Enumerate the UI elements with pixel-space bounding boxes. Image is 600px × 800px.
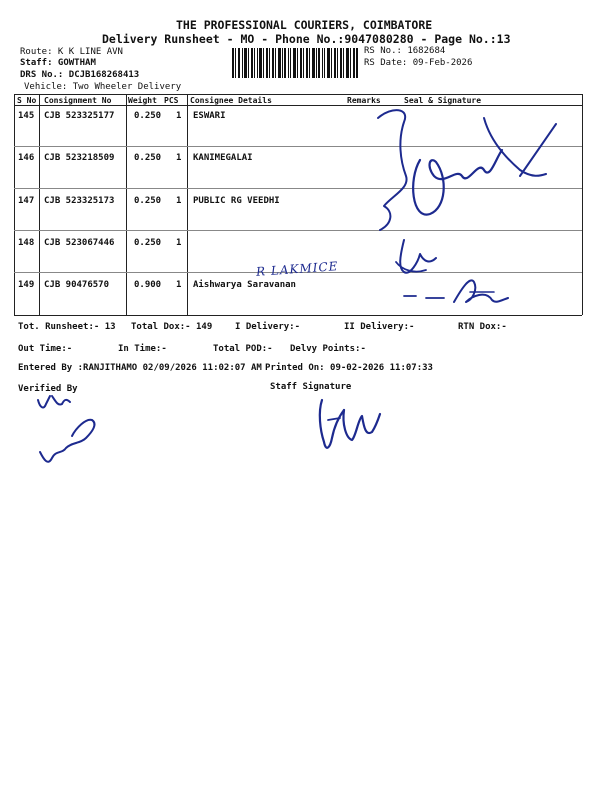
row-consignment: CJB 523218509 — [44, 153, 115, 163]
total-dox-label: Total Dox:- — [131, 322, 191, 332]
runsheet-title: Delivery Runsheet - MO - Phone No.:9047080280 - Page No.:13 — [102, 32, 511, 46]
row-pcs: 1 — [176, 111, 182, 121]
header-remarks: Remarks — [347, 96, 381, 105]
row-pcs: 1 — [176, 280, 182, 290]
total-pod: Total POD:- — [213, 344, 273, 354]
row-weight: 0.250 — [134, 111, 162, 121]
row-consignee: PUBLIC RG VEEDHI — [193, 196, 280, 206]
header-pcs: PCS — [164, 96, 179, 105]
row-weight: 0.250 — [134, 196, 162, 206]
verified-by-label: Verified By — [18, 384, 78, 394]
rs-number: RS No.: 1682684 — [364, 46, 446, 56]
staff-label: Staff: GOWTHAM — [20, 58, 96, 68]
row-weight: 0.250 — [134, 153, 162, 163]
route-label: Route: K K LINE AVN — [20, 47, 123, 57]
row-pcs: 1 — [176, 238, 182, 248]
row-consignment: CJB 523067446 — [44, 238, 115, 248]
header-consignee: Consignee Details — [190, 96, 272, 105]
total-dox-value: 149 — [196, 322, 213, 332]
header-consignment: Consignment No — [44, 96, 112, 105]
row-consignment: CJB 523325177 — [44, 111, 115, 121]
staff-signature-label: Staff Signature — [270, 382, 352, 392]
ii-delivery: II Delivery:- — [344, 322, 415, 332]
row-sno: 147 — [18, 196, 35, 206]
row-sno: 145 — [18, 111, 35, 121]
row-sno: 149 — [18, 280, 35, 290]
out-time: Out Time:- — [18, 344, 73, 354]
header-seal-signature: Seal & Signature — [404, 96, 482, 105]
row-pcs: 1 — [176, 196, 182, 206]
row-weight: 0.250 — [134, 238, 162, 248]
printed-on: Printed On: 09-02-2026 11:07:33 — [265, 363, 433, 373]
row-pcs: 1 — [176, 153, 182, 163]
row-weight: 0.900 — [134, 280, 162, 290]
row-sno: 148 — [18, 238, 35, 248]
entered-by: Entered By :RANJITHAMO 02/09/2026 11:02:07 AM — [18, 363, 262, 373]
total-runsheet: Tot. Runsheet:- 13 — [18, 322, 116, 332]
vehicle-label: Vehicle: Two Wheeler Delivery — [24, 82, 182, 92]
rtn-dox: RTN Dox:- — [458, 322, 507, 332]
drs-label: DRS No.: — [20, 70, 64, 80]
row-consignment: CJB 523325173 — [44, 196, 115, 206]
header-sno: S No — [17, 96, 37, 105]
delvy-points: Delvy Points:- — [290, 344, 366, 354]
row-consignment: CJB 90476570 — [44, 280, 110, 290]
rs-date: RS Date: 09-Feb-2026 — [364, 58, 473, 68]
row-consignee: KANIMEGALAI — [193, 153, 253, 163]
row-consignee: ESWARI — [193, 111, 226, 121]
company-name: THE PROFESSIONAL COURIERS, COIMBATORE — [176, 18, 433, 32]
i-delivery: I Delivery:- — [235, 322, 301, 332]
handwritten-note: R LAKMICE — [255, 259, 339, 279]
header-weight: Weight — [128, 96, 157, 105]
row-consignee: Aishwarya Saravanan — [193, 280, 296, 290]
in-time: In Time:- — [118, 344, 167, 354]
drs-value: DCJB168268413 — [68, 70, 140, 80]
row-sno: 146 — [18, 153, 35, 163]
